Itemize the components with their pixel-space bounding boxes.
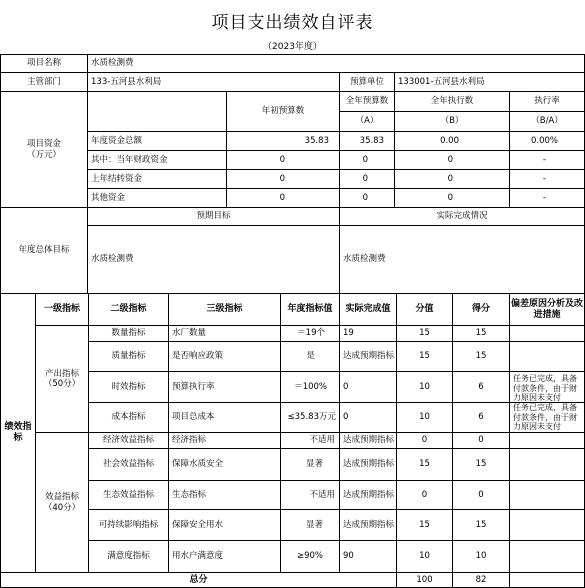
funds-label: 项目资金 （万元） bbox=[0, 91, 88, 208]
perf-row-l3: 水厂数量 bbox=[168, 325, 281, 342]
benefit-indicator-label: 效益指标（40分） bbox=[35, 432, 89, 573]
funds-row-initial: 0 bbox=[226, 188, 340, 208]
perf-header-score: 得分 bbox=[452, 293, 510, 326]
total-reason-blank bbox=[509, 572, 585, 588]
perf-row-target: 显著 bbox=[280, 509, 340, 541]
perf-row-reason bbox=[509, 341, 585, 372]
perf-row-score-total: 10 bbox=[396, 402, 453, 433]
perf-header-l1: 一级指标 bbox=[35, 293, 89, 326]
dept-value: 133-五河县水利局 bbox=[87, 72, 340, 92]
perf-row-target: 显著 bbox=[280, 448, 340, 481]
perf-row-reason bbox=[509, 540, 585, 573]
perf-row-target: 不适用 bbox=[280, 432, 340, 449]
perf-row-l3: 经济指标 bbox=[168, 432, 281, 449]
perf-header-score-total: 分值 bbox=[396, 293, 453, 326]
budget-unit-label: 预算单位 bbox=[339, 72, 395, 92]
perf-row-reason: 任务已完成，具备付款条件，由于财力原因未支付 bbox=[509, 371, 585, 403]
project-name-label: 项目名称 bbox=[0, 54, 88, 73]
perf-row-target: ≤35.83万元 bbox=[280, 402, 340, 433]
perf-row-score: 0 bbox=[452, 480, 510, 510]
perf-row-actual: 19 bbox=[339, 325, 397, 342]
funds-header-rate: 执行率 bbox=[509, 91, 585, 112]
perf-row-l3: 保障安全用水 bbox=[168, 509, 281, 541]
perf-header-l3: 三级指标 bbox=[168, 293, 281, 326]
perf-row-score-total: 15 bbox=[396, 448, 453, 481]
perf-row-reason bbox=[509, 480, 585, 510]
perf-header-reason: 偏差原因分析及改进措施 bbox=[509, 293, 585, 326]
perf-row-target: 不适用 bbox=[280, 480, 340, 510]
funds-row-rate: - bbox=[509, 150, 585, 170]
perf-row-score: 15 bbox=[452, 448, 510, 481]
funds-row-executed: 0 bbox=[394, 169, 510, 189]
perf-row-score-total: 15 bbox=[396, 341, 453, 372]
year-subtitle: （2023年度） bbox=[263, 42, 322, 52]
perf-row-score: 6 bbox=[452, 402, 510, 433]
funds-row-initial: 0 bbox=[226, 169, 340, 189]
perf-row-actual: 达成预期指标 bbox=[339, 432, 397, 449]
goal-expected-header: 预期目标 bbox=[87, 207, 340, 226]
perf-row-reason bbox=[509, 448, 585, 481]
funds-row-full-year: 0 bbox=[339, 169, 395, 189]
funds-header-b: （B） bbox=[394, 111, 510, 132]
perf-row-actual: 达成预期指标 bbox=[339, 509, 397, 541]
goal-actual-header: 实际完成情况 bbox=[339, 207, 585, 226]
perf-row-score-total: 0 bbox=[396, 432, 453, 449]
perf-row-score: 10 bbox=[452, 540, 510, 573]
perf-row-l2: 满意度指标 bbox=[88, 540, 169, 573]
perf-row-target: ≥90% bbox=[280, 540, 340, 573]
funds-row-executed: 0.00 bbox=[394, 131, 510, 151]
funds-row-rate: - bbox=[509, 169, 585, 189]
funds-header-executed: 全年执行数 bbox=[394, 91, 510, 112]
funds-row-full-year: 0 bbox=[339, 150, 395, 170]
perf-row-score: 0 bbox=[452, 432, 510, 449]
perf-row-target: ＝100% bbox=[280, 371, 340, 403]
funds-header-initial: 年初预算数 bbox=[226, 91, 340, 132]
perf-row-actual: 0 bbox=[339, 371, 397, 403]
perf-row-score-total: 10 bbox=[396, 540, 453, 573]
perf-row-l2: 时效指标 bbox=[88, 371, 169, 403]
perf-row-l2: 成本指标 bbox=[88, 402, 169, 433]
perf-row-actual: 90 bbox=[339, 540, 397, 573]
total-label: 总分 bbox=[0, 572, 397, 588]
perf-row-reason bbox=[509, 432, 585, 449]
perf-header-target: 年度指标值 bbox=[280, 293, 340, 326]
perf-row-l3: 是否响应政策 bbox=[168, 341, 281, 372]
funds-row-executed: 0 bbox=[394, 150, 510, 170]
perf-row-l3: 项目总成本 bbox=[168, 402, 281, 433]
total-score: 82 bbox=[452, 572, 510, 588]
goal-expected-value: 水质检测费 bbox=[87, 225, 340, 294]
project-name-value: 水质检测费 bbox=[87, 54, 585, 73]
funds-row-initial: 35.83 bbox=[226, 131, 340, 151]
perf-row-score: 15 bbox=[452, 325, 510, 342]
funds-row-initial: 0 bbox=[226, 150, 340, 170]
funds-header-full-year: 全年预算数 bbox=[339, 91, 395, 112]
perf-row-reason bbox=[509, 509, 585, 541]
perf-row-l2: 社会效益指标 bbox=[88, 448, 169, 481]
perf-row-l2: 可持续影响指标 bbox=[88, 509, 169, 541]
perf-row-l3: 预算执行率 bbox=[168, 371, 281, 403]
funds-row-executed: 0 bbox=[394, 188, 510, 208]
funds-row-full-year: 35.83 bbox=[339, 131, 395, 151]
page-title: 项目支出绩效自评表 bbox=[211, 13, 374, 33]
perf-row-l2: 经济效益指标 bbox=[88, 432, 169, 449]
perf-row-actual: 达成预期指标 bbox=[339, 480, 397, 510]
perf-row-l2: 生态效益指标 bbox=[88, 480, 169, 510]
perf-row-actual: 达成预期指标 bbox=[339, 448, 397, 481]
perf-row-l2: 质量指标 bbox=[88, 341, 169, 372]
perf-header-actual: 实际完成值 bbox=[339, 293, 397, 326]
perf-row-actual: 0 bbox=[339, 402, 397, 433]
perf-row-l3: 生态指标 bbox=[168, 480, 281, 510]
perf-row-l3: 用水户满意度 bbox=[168, 540, 281, 573]
perf-row-score: 15 bbox=[452, 509, 510, 541]
perf-row-score: 15 bbox=[452, 341, 510, 372]
perf-row-actual: 达成预期指标 bbox=[339, 341, 397, 372]
funds-row-label: 其他资金 bbox=[87, 188, 227, 208]
perf-header-l2: 二级指标 bbox=[88, 293, 169, 326]
funds-header-ba: （B/A） bbox=[509, 111, 585, 132]
funds-header-a: （A） bbox=[339, 111, 395, 132]
funds-row-label: 其中：当年财政资金 bbox=[87, 150, 227, 170]
perf-row-score-total: 10 bbox=[396, 371, 453, 403]
perf-row-reason bbox=[509, 325, 585, 342]
total-score-total: 100 bbox=[396, 572, 453, 588]
perf-label: 绩效指标 bbox=[0, 293, 36, 573]
perf-row-l3: 保障水质安全 bbox=[168, 448, 281, 481]
budget-unit-value: 133001-五河县水利局 bbox=[394, 72, 585, 92]
perf-row-score-total: 15 bbox=[396, 509, 453, 541]
perf-row-reason: 任务已完成，具备付款条件，由于财力原因未支付 bbox=[509, 402, 585, 433]
perf-row-score: 6 bbox=[452, 371, 510, 403]
dept-label: 主管部门 bbox=[0, 72, 88, 92]
perf-row-target: 是 bbox=[280, 341, 340, 372]
funds-row-rate: - bbox=[509, 188, 585, 208]
funds-row-full-year: 0 bbox=[339, 188, 395, 208]
perf-row-score-total: 0 bbox=[396, 480, 453, 510]
funds-header-blank bbox=[87, 91, 227, 132]
funds-row-rate: 0.00% bbox=[509, 131, 585, 151]
goal-actual-value: 水质检测费 bbox=[339, 225, 585, 294]
perf-row-target: ＝19个 bbox=[280, 325, 340, 342]
perf-row-score-total: 15 bbox=[396, 325, 453, 342]
funds-row-label: 年度资金总额 bbox=[87, 131, 227, 151]
perf-row-l2: 数量指标 bbox=[88, 325, 169, 342]
funds-row-label: 上年结转资金 bbox=[87, 169, 227, 189]
output-indicator-label: 产出指标（50分） bbox=[35, 325, 89, 433]
goal-label: 年度总体目标 bbox=[0, 207, 88, 294]
